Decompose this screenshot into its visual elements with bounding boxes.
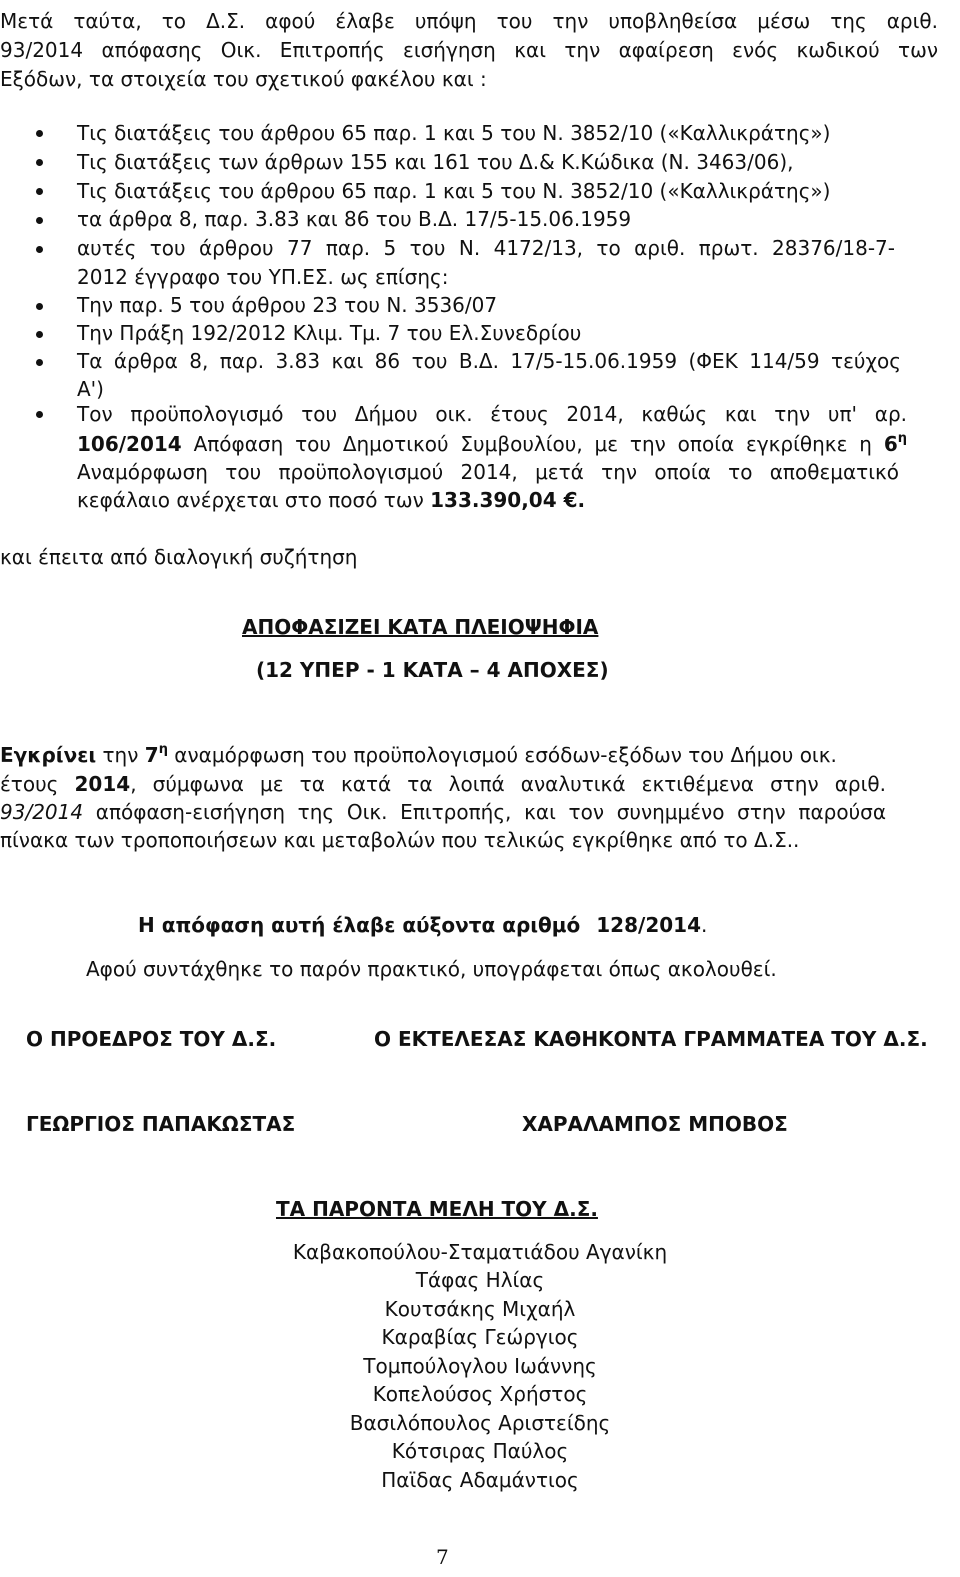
bullet-dot bbox=[36, 411, 43, 418]
list-item: Την παρ. 5 του άρθρου 23 του Ν. 3536/07 bbox=[77, 293, 498, 317]
president-title: Ο ΠΡΟΕΔΡΟΣ ΤΟΥ Δ.Σ. bbox=[26, 1027, 277, 1051]
member-name: Καραβίας Γεώργιος bbox=[381, 1325, 579, 1349]
list-item: αυτές του άρθρου 77 παρ. 5 του Ν. 4172/13, το αριθ. πρωτ. 28376/18-7- bbox=[77, 236, 895, 260]
list-item: Τις διατάξεις του άρθρου 65 παρ. 1 και 5 του Ν. 3852/10 («Καλλικράτης») bbox=[77, 121, 831, 145]
secretary-name: ΧΑΡΑΛΑΜΠΟΣ ΜΠΟΒΟΣ bbox=[522, 1112, 788, 1136]
text-run: αναμόρφωση του προϋπολογισμού εσόδων-εξόδων του Δήμου οικ. bbox=[167, 743, 837, 767]
proposal-ref: 93/2014 bbox=[0, 800, 84, 824]
list-item: Τις διατάξεις των άρθρων 155 και 161 του Δ.& Κ.Κώδικα (Ν. 3463/06), bbox=[77, 150, 794, 174]
member-name: Κότσιρας Παύλος bbox=[391, 1439, 569, 1463]
text-run: έτους bbox=[0, 772, 75, 796]
decision-number-label: Η απόφαση αυτή έλαβε αύξοντα αριθμό bbox=[138, 913, 581, 937]
approval-line-4: πίνακα των τροποποιήσεων και μεταβολών που τελικώς εγκρίθηκε από το Δ.Σ.. bbox=[0, 828, 800, 852]
discussion-note: και έπειτα από διαλογική συζήτηση bbox=[0, 545, 358, 569]
text-run: . bbox=[700, 913, 708, 937]
bullet-dot bbox=[36, 246, 43, 253]
list-item-continuation bbox=[77, 430, 907, 458]
member-name: Καβακοπούλου-Σταματιάδου Αγανίκη bbox=[292, 1240, 668, 1264]
approval-line-3 bbox=[0, 798, 886, 826]
list-item: Τον προϋπολογισμό του Δήμου οικ. έτους 2014, καθώς και την υπ' αρ. bbox=[77, 402, 907, 426]
revision-number: 6 bbox=[883, 432, 898, 456]
signed-note: Αφού συντάχθηκε το παρόν πρακτικό, υπογράφεται όπως ακολουθεί. bbox=[86, 957, 777, 981]
revision-number: 7 bbox=[144, 743, 159, 767]
member-name: Βασιλόπουλος Αριστείδης bbox=[349, 1411, 611, 1435]
intro-line-3: Εξόδων, τα στοιχεία του σχετικού φακέλου και : bbox=[0, 67, 487, 91]
member-name: Κουτσάκης Μιχαήλ bbox=[384, 1297, 576, 1321]
list-item-continuation bbox=[77, 486, 585, 514]
decision-ref-bold: 106/2014 bbox=[77, 432, 182, 456]
approval-verb: Εγκρίνει bbox=[0, 743, 97, 767]
text-run: Απόφαση του Δημοτικού Συμβουλίου, με την οποία εγκρίθηκε η bbox=[181, 432, 884, 456]
member-name: Τάφας Ηλίας bbox=[415, 1268, 545, 1292]
vote-tally: (12 ΥΠΕΡ - 1 ΚΑΤΑ – 4 ΑΠΟΧΕΣ) bbox=[256, 658, 609, 682]
member-name: Κοπελούσος Χρήστος bbox=[372, 1382, 588, 1406]
text-run: την bbox=[96, 743, 145, 767]
president-name: ΓΕΩΡΓΙΟΣ ΠΑΠΑΚΩΣΤΑΣ bbox=[26, 1112, 296, 1136]
list-item: Τις διατάξεις του άρθρου 65 παρ. 1 και 5 του Ν. 3852/10 («Καλλικράτης») bbox=[77, 179, 831, 203]
secretary-title: Ο ΕΚΤΕΛΕΣΑΣ ΚΑΘΗΚΟΝΤΑ ΓΡΑΜΜΑΤΕΑ ΤΟΥ Δ.Σ. bbox=[374, 1027, 928, 1051]
text-run: απόφαση-εισήγηση της Οικ. Επιτροπής, και τον συνημμένο στην παρούσα bbox=[83, 800, 886, 824]
members-heading: ΤΑ ΠΑΡΟΝΤΑ ΜΕΛΗ ΤΟΥ Δ.Σ. bbox=[276, 1197, 598, 1221]
bullet-dot bbox=[36, 130, 43, 137]
list-item-continuation: Α') bbox=[77, 377, 104, 401]
ordinal-suffix: η bbox=[158, 742, 168, 757]
decision-number-line bbox=[138, 911, 707, 939]
list-item: Τα άρθρα 8, παρ. 3.83 και 86 του Β.Δ. 17/5-15.06.1959 (ΦΕΚ 114/59 τεύχος bbox=[77, 349, 901, 373]
decision-number: 128/2014 bbox=[596, 913, 701, 937]
fiscal-year: 2014 bbox=[74, 772, 131, 796]
bullet-dot bbox=[36, 303, 43, 310]
bullet-dot bbox=[36, 159, 43, 166]
bullet-dot bbox=[36, 217, 43, 224]
intro-line-2: 93/2014 απόφασης Οικ. Επιτροπής εισήγηση και την αφαίρεση ενός κωδικού των bbox=[0, 38, 938, 62]
member-name: Παϊδας Αδαμάντιος bbox=[381, 1468, 579, 1492]
intro-line-1: Μετά ταύτα, το Δ.Σ. αφού έλαβε υπόψη του την υποβληθείσα μέσω της αριθ. bbox=[0, 9, 938, 33]
list-item-continuation: Αναμόρφωση του προϋπολογισμού 2014, μετά την οποία το αποθεματικό bbox=[77, 460, 899, 484]
member-name: Τομπούλογλου Ιωάννης bbox=[363, 1354, 597, 1378]
page-number: 7 bbox=[436, 1545, 449, 1569]
approval-line-1 bbox=[0, 741, 938, 769]
ordinal-suffix: η bbox=[897, 431, 907, 446]
text-run: , σύμφωνα με τα κατά τα λοιπά αναλυτικά εκτιθέμενα στην αριθ. bbox=[130, 772, 886, 796]
list-item-continuation: 2012 έγγραφο του ΥΠ.ΕΣ. ως επίσης: bbox=[77, 265, 449, 289]
text-run: κεφάλαιο ανέρχεται στο ποσό των bbox=[77, 488, 431, 512]
bullet-dot bbox=[36, 359, 43, 366]
decision-heading: ΑΠΟΦΑΣΙΖΕΙ ΚΑΤΑ ΠΛΕΙΟΨΗΦΙΑ bbox=[242, 615, 599, 639]
list-item: Την Πράξη 192/2012 Κλιμ. Τμ. 7 του Ελ.Συνεδρίου bbox=[77, 321, 582, 345]
reserve-amount: 133.390,04 €. bbox=[430, 488, 586, 512]
approval-line-2 bbox=[0, 770, 886, 798]
bullet-dot bbox=[36, 188, 43, 195]
bullet-dot bbox=[36, 331, 43, 338]
list-item: τα άρθρα 8, παρ. 3.83 και 86 του Β.Δ. 17/5-15.06.1959 bbox=[77, 207, 632, 231]
